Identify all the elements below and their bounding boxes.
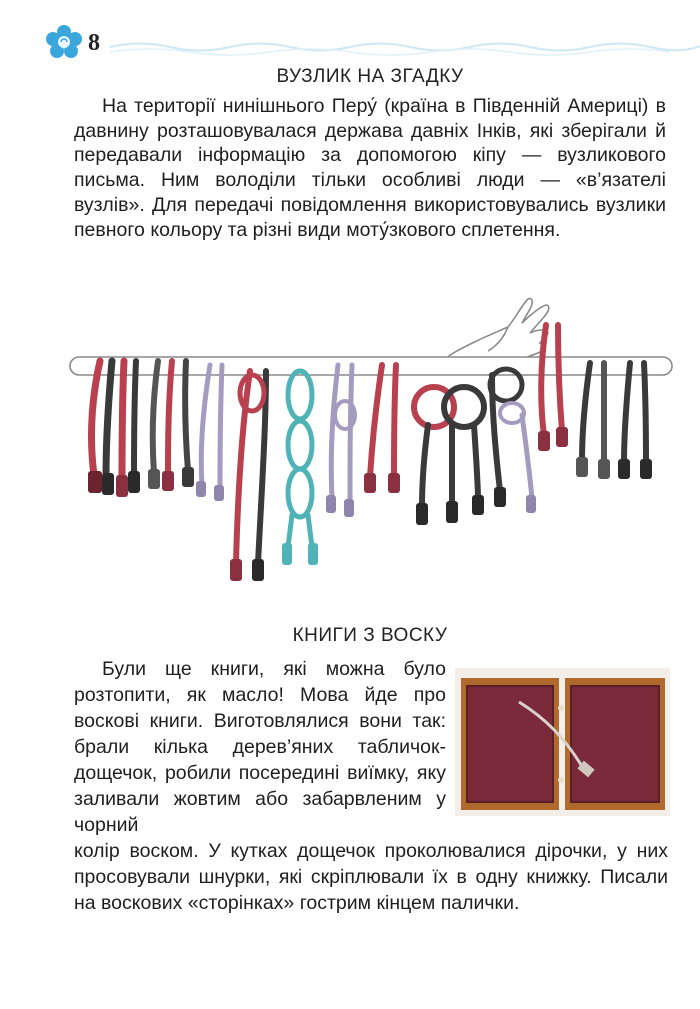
paragraph: колір воском. У кутках дощечок проколювалися дірочки, у них просовували шнурки, які скріплювали їх в одну книжку. Писали на воскових «сторінках» гострим кінцем палички. bbox=[74, 840, 668, 914]
header-wave-decoration bbox=[0, 0, 700, 70]
section-text-wax-books-part1 bbox=[74, 656, 446, 838]
section-text-knot bbox=[74, 94, 666, 242]
section-text-wax-books-part2 bbox=[74, 838, 668, 916]
section-title-wax-books: КНИГИ З ВОСКУ bbox=[292, 625, 448, 646]
page-number: 8 bbox=[88, 30, 100, 56]
wax-book-image bbox=[455, 668, 670, 816]
flower-icon bbox=[44, 24, 84, 58]
paragraph: На території нинішнього Перу́ (країна в Південній Америці) в давнину розташовувалася держава давніх Інків, які зберігали й передавали інформацію за допомогою кіпу — вузликового письма. Ним володіли тільки особливі люди — «в’язателі вузлів». Для передачі повідомлення використовувались вузлики певного кольору та різні види моту́зкового сплетення. bbox=[74, 95, 666, 241]
quipu-illustration bbox=[60, 285, 680, 610]
paragraph: Були ще книги, які можна було розтопити, як масло! Мова йде про воскові книги. Виготовлялися вони так: брали кілька дерев’яних табличок-дощечок, робили посередині виїмку, яку заливали жовтим або забарвленим у чорний bbox=[74, 658, 446, 836]
section-title-knot: ВУЗЛИК НА ЗГАДКУ bbox=[276, 66, 464, 87]
